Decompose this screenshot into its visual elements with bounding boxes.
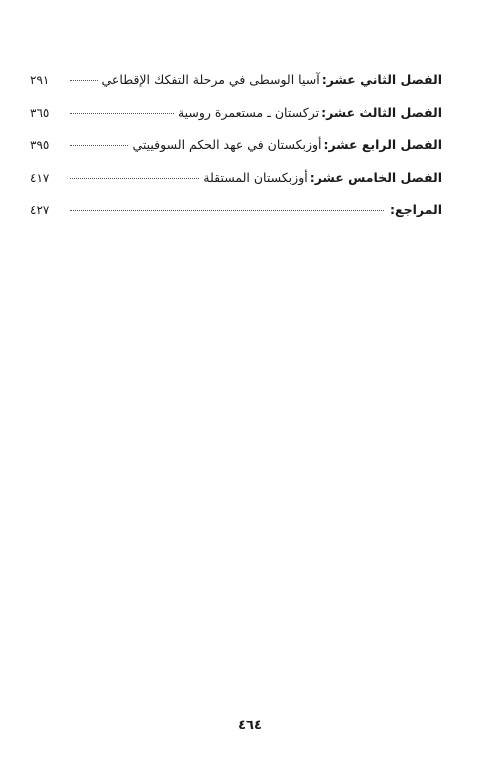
table-of-contents — [30, 72, 442, 235]
toc-chapter-label: الفصل الرابع عشر: — [323, 137, 442, 152]
toc-dot-leader — [70, 210, 384, 211]
toc-entry-chapter-13 — [30, 105, 442, 138]
toc-entry-references — [30, 202, 442, 235]
toc-entry-chapter-12 — [30, 72, 442, 105]
toc-chapter-label: الفصل الثالث عشر: — [321, 104, 442, 120]
toc-dot-leader — [70, 145, 128, 146]
toc-dot-leader — [70, 113, 174, 114]
toc-page-number: ٣٩٥ — [30, 138, 50, 152]
toc-page-number: ٢٩١ — [30, 73, 50, 87]
page-number: ٤٦٤ — [238, 718, 262, 733]
toc-chapter-title: أوزبكستان في عهد الحكم السوفييتي — [132, 137, 322, 152]
toc-chapter-title: آسيا الوسطى في مرحلة التفكك الإقطاعي — [101, 72, 320, 87]
toc-chapter-title: أوزبكستان المستقلة — [203, 169, 308, 185]
toc-chapter-label: الفصل الثاني عشر: — [321, 72, 442, 87]
toc-page-number: ٤١٧ — [30, 170, 50, 185]
toc-dot-leader — [70, 80, 98, 81]
toc-dot-leader — [70, 178, 199, 179]
toc-page-number: ٣٦٥ — [30, 105, 50, 120]
toc-chapter-label: الفصل الخامس عشر: — [309, 169, 442, 185]
toc-entry-chapter-15 — [30, 170, 442, 203]
toc-chapter-label: المراجع: — [390, 202, 442, 217]
toc-entry-chapter-14 — [30, 137, 442, 170]
toc-page-number: ٤٢٧ — [30, 203, 50, 217]
toc-chapter-title: تركستان ـ مستعمرة روسية — [177, 104, 320, 120]
